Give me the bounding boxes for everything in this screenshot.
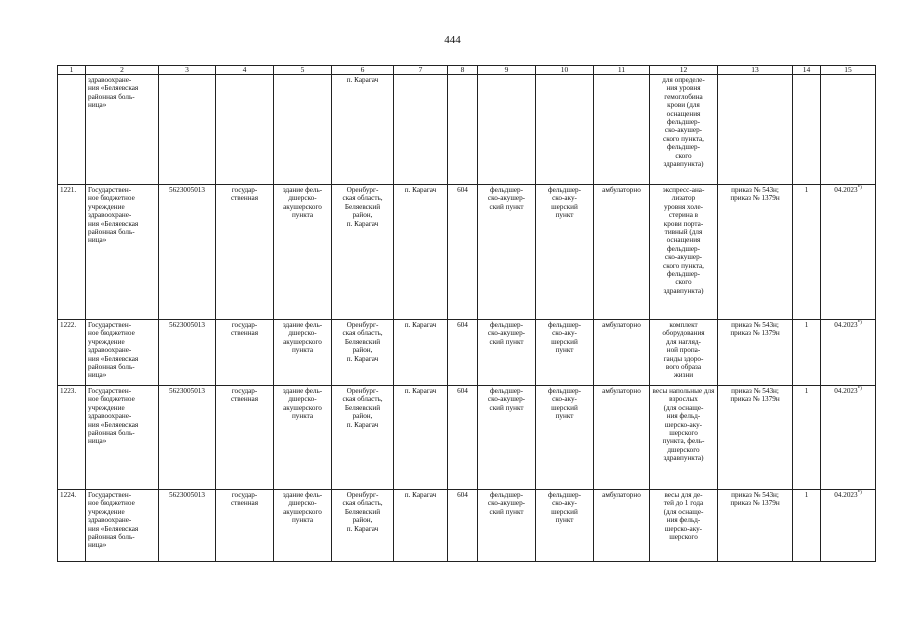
column-number-13: 13 — [718, 66, 793, 75]
table-row — [58, 490, 876, 562]
order-cell: приказ № 543н; приказ № 1379н — [718, 320, 793, 386]
code-cell: 604 — [448, 490, 478, 562]
ownership-cell: государ- ственная — [216, 320, 274, 386]
address-cell: Оренбург- ская область, Беляевский район, п. Карагач — [332, 490, 394, 562]
ownership-cell: государ- ственная — [216, 386, 274, 490]
org-name-cell: Государствен- ное бюджетное учреждение здравоохране- ния «Беляевская районная боль- ница» — [86, 386, 159, 490]
date-cell: 04.2023*) — [821, 320, 876, 386]
column-number-3: 3 — [159, 66, 216, 75]
column-number-4: 4 — [216, 66, 274, 75]
row-number-cell: 1224. — [58, 490, 86, 562]
address-cell: Оренбург- ская область, Беляевский район, п. Карагач — [332, 185, 394, 320]
registry-table — [57, 65, 876, 562]
locality-cell: п. Карагач — [394, 386, 448, 490]
table-row — [58, 320, 876, 386]
equipment-cell: для определе- ния уровня гемоглобина крови (для оснащения фельдшер- ско-акушер- ского пункта, фельдшер- ского здравпункта) — [650, 75, 718, 185]
ownership-cell: государ- ственная — [216, 490, 274, 562]
order-cell: приказ № 543н; приказ № 1379н — [718, 490, 793, 562]
column-number-7: 7 — [394, 66, 448, 75]
column-number-9: 9 — [478, 66, 536, 75]
building-cell: здание фель- дшерско- акушерского пункта — [274, 185, 332, 320]
column-number-6: 6 — [332, 66, 394, 75]
building-cell: здание фель- дшерско- акушерского пункта — [274, 386, 332, 490]
locality-cell: п. Карагач — [394, 490, 448, 562]
date-cell: 04.2023*) — [821, 490, 876, 562]
equipment-cell: весы напольные для взрослых (для оснаще- ния фельд- шерско-аку- шерского пункта, фель- дшерского здравпункта) — [650, 386, 718, 490]
quantity-cell: 1 — [793, 490, 821, 562]
org-name-cell: Государствен- ное бюджетное учреждение здравоохране- ния «Беляевская районная боль- ница» — [86, 490, 159, 562]
page-number: 444 — [444, 34, 461, 46]
column-number-10: 10 — [536, 66, 594, 75]
unit-cell: фельдшер- ско-акушер- ский пункт — [478, 185, 536, 320]
code-cell: 604 — [448, 320, 478, 386]
continuation-row — [58, 75, 876, 185]
unit-cell: фельдшер- ско-акушер- ский пункт — [478, 386, 536, 490]
equipment-cell: экспресс-ана- лизатор уровня холе- стерина в крови порта- тивный (для оснащения фельдшер- ско-акушер- ского пункта, фельдшер- ского здравпункта) — [650, 185, 718, 320]
address-cell: п. Карагач — [332, 75, 394, 185]
column-number-8: 8 — [448, 66, 478, 75]
unit-cell: фельдшер- ско-акушер- ский пункт — [478, 320, 536, 386]
org-name-cell: Государствен- ное бюджетное учреждение здравоохране- ния «Беляевская районная боль- ница» — [86, 185, 159, 320]
inn-cell: 5623005013 — [159, 185, 216, 320]
care-type-cell: амбулаторно — [594, 185, 650, 320]
row-number-cell: 1222. — [58, 320, 86, 386]
column-number-14: 14 — [793, 66, 821, 75]
subunit-cell: фельдшер- ско-аку- шерский пункт — [536, 185, 594, 320]
code-cell: 604 — [448, 386, 478, 490]
subunit-cell: фельдшер- ско-аку- шерский пункт — [536, 490, 594, 562]
column-number-2: 2 — [86, 66, 159, 75]
building-cell: здание фель- дшерско- акушерского пункта — [274, 490, 332, 562]
row-number-cell: 1223. — [58, 386, 86, 490]
quantity-cell: 1 — [793, 185, 821, 320]
column-number-row — [58, 66, 876, 75]
quantity-cell: 1 — [793, 386, 821, 490]
subunit-cell: фельдшер- ско-аку- шерский пункт — [536, 320, 594, 386]
table-row — [58, 386, 876, 490]
subunit-cell: фельдшер- ско-аку- шерский пункт — [536, 386, 594, 490]
address-cell: Оренбург- ская область, Беляевский район, п. Карагач — [332, 320, 394, 386]
care-type-cell: амбулаторно — [594, 320, 650, 386]
building-cell: здание фель- дшерско- акушерского пункта — [274, 320, 332, 386]
equipment-cell: весы для де- тей до 1 года (для оснаще- ния фельд- шерско-аку- шерского — [650, 490, 718, 562]
entries-body — [58, 185, 876, 562]
unit-cell: фельдшер- ско-акушер- ский пункт — [478, 490, 536, 562]
column-number-11: 11 — [594, 66, 650, 75]
address-cell: Оренбург- ская область, Беляевский район, п. Карагач — [332, 386, 394, 490]
column-number-15: 15 — [821, 66, 876, 75]
equipment-cell: комплект оборудования для нагляд- ной пропа- ганды здоро- вого образа жизни — [650, 320, 718, 386]
care-type-cell: амбулаторно — [594, 386, 650, 490]
column-number-1: 1 — [58, 66, 86, 75]
inn-cell: 5623005013 — [159, 386, 216, 490]
column-number-12: 12 — [650, 66, 718, 75]
date-cell: 04.2023*) — [821, 386, 876, 490]
row-number-cell: 1221. — [58, 185, 86, 320]
column-number-5: 5 — [274, 66, 332, 75]
order-cell: приказ № 543н; приказ № 1379н — [718, 386, 793, 490]
inn-cell: 5623005013 — [159, 490, 216, 562]
table-row — [58, 185, 876, 320]
order-cell: приказ № 543н; приказ № 1379н — [718, 185, 793, 320]
org-name-cell: здравоохране- ния «Беляевская районная боль- ница» — [86, 75, 159, 185]
care-type-cell: амбулаторно — [594, 490, 650, 562]
locality-cell: п. Карагач — [394, 320, 448, 386]
ownership-cell: государ- ственная — [216, 185, 274, 320]
date-cell: 04.2023*) — [821, 185, 876, 320]
inn-cell: 5623005013 — [159, 320, 216, 386]
code-cell: 604 — [448, 185, 478, 320]
quantity-cell: 1 — [793, 320, 821, 386]
org-name-cell: Государствен- ное бюджетное учреждение здравоохране- ния «Беляевская районная боль- ница» — [86, 320, 159, 386]
locality-cell: п. Карагач — [394, 185, 448, 320]
